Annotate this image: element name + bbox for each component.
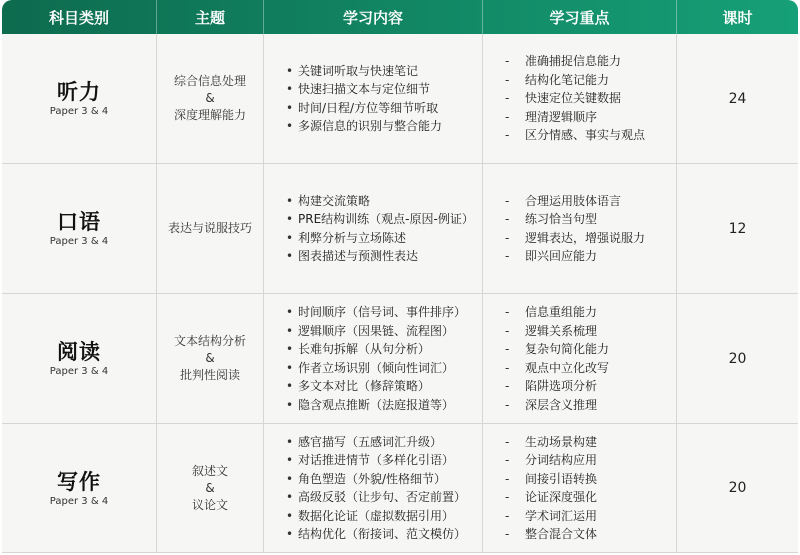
- topic-cell: [157, 164, 264, 294]
- focus-item: - 逻辑关系梳理: [505, 322, 609, 341]
- course-table: [2, 0, 798, 553]
- category-name: 口语: [57, 210, 101, 234]
- focus-cell: [483, 164, 677, 294]
- topic-line: &: [205, 91, 215, 105]
- category-cell: [2, 294, 157, 424]
- content-item: • 多文本对比（修辞策略）: [284, 377, 466, 396]
- focus-item: - 准确捕捉信息能力: [505, 52, 645, 71]
- focus-item: - 学术词汇运用: [505, 507, 597, 526]
- focus-item: - 理清逻辑顺序: [505, 108, 645, 127]
- hours-cell: 12: [677, 164, 798, 294]
- header-topic: 主题: [157, 0, 264, 34]
- topic-line: 表达与说服技巧: [167, 221, 252, 235]
- content-cell: [264, 34, 483, 164]
- topic-line: 综合信息处理: [173, 74, 246, 88]
- content-item: • 多源信息的识别与整合能力: [284, 117, 442, 136]
- focus-cell: [483, 294, 677, 424]
- content-item: • 角色塑造（外貌/性格细节）: [284, 470, 466, 489]
- topic-line: &: [205, 480, 215, 495]
- content-item: • 感官描写（五感词汇升级）: [284, 433, 466, 452]
- focus-item: - 深层含义推理: [505, 396, 609, 415]
- content-item: • 逻辑顺序（因果链、流程图）: [284, 322, 466, 341]
- topic-cell: [157, 294, 264, 424]
- focus-item: - 练习恰当句型: [505, 210, 645, 229]
- focus-item: - 信息重组能力: [505, 303, 609, 322]
- focus-item: - 快速定位关键数据: [505, 89, 645, 108]
- topic-line: 批判性阅读: [179, 368, 240, 382]
- topic-line: 议论文: [191, 497, 228, 512]
- focus-item: - 结构化笔记能力: [505, 71, 645, 90]
- hours-cell: 20: [677, 424, 798, 553]
- content-item: • 快速扫描文本与定位细节: [284, 80, 442, 99]
- content-item: • PRE结构训练（观点-原因-例证）: [284, 210, 474, 229]
- content-item: • 长难句拆解（从句分析）: [284, 340, 466, 359]
- focus-item: - 合理运用肢体语言: [505, 192, 645, 211]
- focus-list: [505, 52, 645, 145]
- focus-item: - 即兴回应能力: [505, 247, 645, 266]
- category-cell: [2, 164, 157, 294]
- topic-line: 深度理解能力: [173, 108, 246, 122]
- content-item: • 结构优化（衔接词、范文模仿）: [284, 525, 466, 544]
- focus-item: - 论证深度强化: [505, 488, 597, 507]
- focus-item: - 分词结构应用: [505, 451, 597, 470]
- focus-cell: [483, 424, 677, 553]
- focus-item: - 逻辑表达，增强说服力: [505, 229, 645, 248]
- category-paper: Paper 3 & 4: [49, 236, 109, 247]
- focus-list: [505, 303, 609, 414]
- topic-cell: [157, 34, 264, 164]
- focus-list: [505, 192, 645, 266]
- category-name: 听力: [57, 80, 101, 104]
- focus-item: - 生动场景构建: [505, 433, 597, 452]
- category-paper: Paper 3 & 4: [49, 106, 109, 117]
- topic-cell: [157, 424, 264, 553]
- focus-cell: [483, 34, 677, 164]
- content-item: • 隐含观点推断（法庭报道等）: [284, 396, 466, 415]
- header-category: 科目类别: [2, 0, 157, 34]
- header-focus: 学习重点: [483, 0, 677, 34]
- topic-line: 文本结构分析: [173, 334, 246, 348]
- focus-item: - 复杂句简化能力: [505, 340, 609, 359]
- content-list: [284, 303, 466, 414]
- content-item: • 数据化论证（虚拟数据引用）: [284, 507, 466, 526]
- content-item: • 时间/日程/方位等细节听取: [284, 99, 442, 118]
- content-item: • 利弊分析与立场陈述: [284, 229, 474, 248]
- content-cell: [264, 294, 483, 424]
- category-cell: [2, 34, 157, 164]
- content-list: [284, 433, 466, 544]
- topic-line: &: [205, 351, 215, 365]
- content-list: [284, 192, 474, 266]
- focus-item: - 间接引语转换: [505, 470, 597, 489]
- content-item: • 构建交流策略: [284, 192, 474, 211]
- content-item: • 关键词听取与快速笔记: [284, 62, 442, 81]
- header-content: 学习内容: [264, 0, 483, 34]
- content-item: • 作者立场识别（倾向性词汇）: [284, 359, 466, 378]
- hours-cell: 20: [677, 294, 798, 424]
- content-list: [284, 62, 442, 136]
- category-paper: Paper 3 & 4: [49, 495, 109, 507]
- focus-item: - 观点中立化改写: [505, 359, 609, 378]
- category-name: 阅读: [57, 340, 101, 364]
- header-hours: 课时: [677, 0, 798, 34]
- category-name: 写作: [57, 469, 101, 494]
- content-item: • 图表描述与预测性表达: [284, 247, 474, 266]
- focus-item: - 整合混合文体: [505, 525, 597, 544]
- focus-list: [505, 433, 597, 544]
- content-cell: [264, 164, 483, 294]
- hours-cell: 24: [677, 34, 798, 164]
- content-cell: [264, 424, 483, 553]
- focus-item: - 陷阱选项分析: [505, 377, 609, 396]
- content-item: • 对话推进情节（多样化引语）: [284, 451, 466, 470]
- focus-item: - 区分情感、事实与观点: [505, 126, 645, 145]
- content-item: • 时间顺序（信号词、事件排序）: [284, 303, 466, 322]
- category-paper: Paper 3 & 4: [49, 366, 109, 377]
- category-cell: [2, 424, 157, 553]
- topic-line: 叙述文: [191, 463, 228, 478]
- content-item: • 高级反驳（让步句、否定前置）: [284, 488, 466, 507]
